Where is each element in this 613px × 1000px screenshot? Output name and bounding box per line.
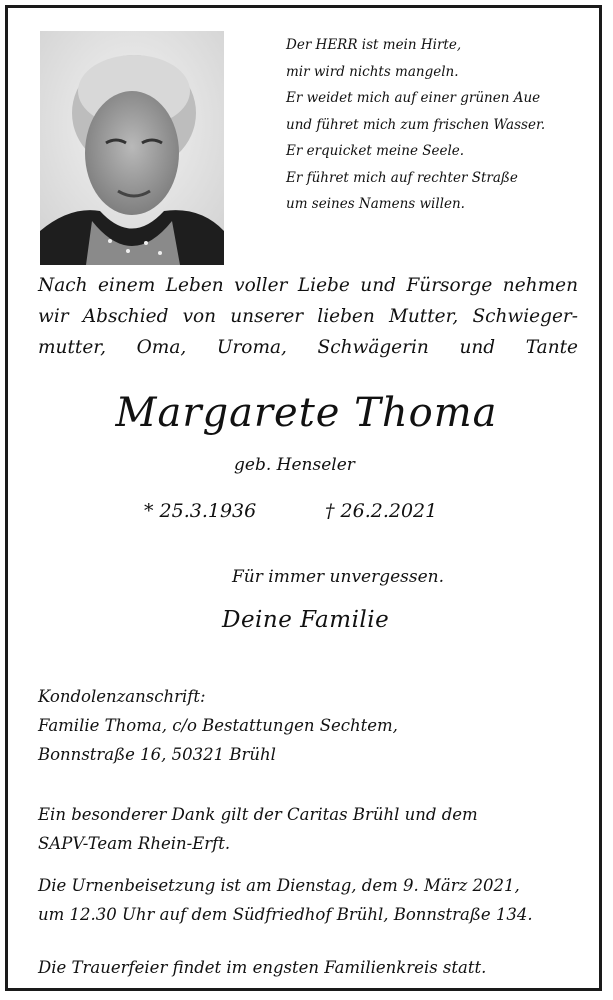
psalm-line: Der HERR ist mein Hirte, — [286, 37, 462, 53]
psalm-line: Er führet mich auf rechter Straße — [286, 169, 518, 186]
intro-text — [38, 270, 578, 363]
thanks-note — [38, 800, 478, 858]
ceremony-note: Die Trauerfeier findet im engsten Familienkreis statt. — [38, 958, 487, 977]
condolence-line: Familie Thoma, c/o Bestattungen Sechtem, — [38, 716, 398, 735]
condolence-line: Kondolenzanschrift: — [38, 687, 206, 706]
psalm-line: Er erquicket meine Seele. — [286, 143, 465, 159]
psalm-line: um seines Namens willen. — [286, 196, 465, 212]
intro-line: mutter, Oma, Uroma, Schwägerin und Tante — [38, 337, 578, 358]
psalm-verse — [286, 32, 586, 218]
psalm-line: mir wird nichts mangeln. — [286, 63, 459, 80]
portrait-photo — [40, 31, 224, 265]
intro-line: Nach einem Leben voller Liebe und Fürsorge nehmen — [38, 275, 578, 296]
intro-line: wir Abschied von unserer lieben Mutter, Schwieger- — [38, 306, 578, 327]
psalm-line: und führet mich zum frischen Wasser. — [286, 116, 546, 133]
portrait-image — [40, 31, 224, 265]
family-signature: Deine Familie — [222, 607, 390, 633]
burial-line: um 12.30 Uhr auf dem Südfriedhof Brühl, Bonnstraße 134. — [38, 905, 533, 924]
burial-info — [38, 871, 533, 929]
thanks-line: Ein besonderer Dank gilt der Caritas Brühl und dem — [38, 805, 478, 824]
forever-line: Für immer unvergessen. — [232, 567, 445, 587]
deceased-name: Margarete Thoma — [115, 390, 498, 436]
birth-date: * 25.3.1936 — [144, 500, 257, 522]
psalm-line: Er weidet mich auf einer grünen Aue — [286, 90, 541, 106]
condolence-address — [38, 682, 398, 769]
maiden-name: geb. Henseler — [234, 455, 355, 475]
burial-line: Die Urnenbeisetzung ist am Dienstag, dem 9. März 2021, — [38, 876, 520, 895]
thanks-line: SAPV-Team Rhein-Erft. — [38, 834, 231, 853]
death-date: † 26.2.2021 — [325, 500, 438, 522]
condolence-line: Bonnstraße 16, 50321 Brühl — [38, 745, 276, 764]
